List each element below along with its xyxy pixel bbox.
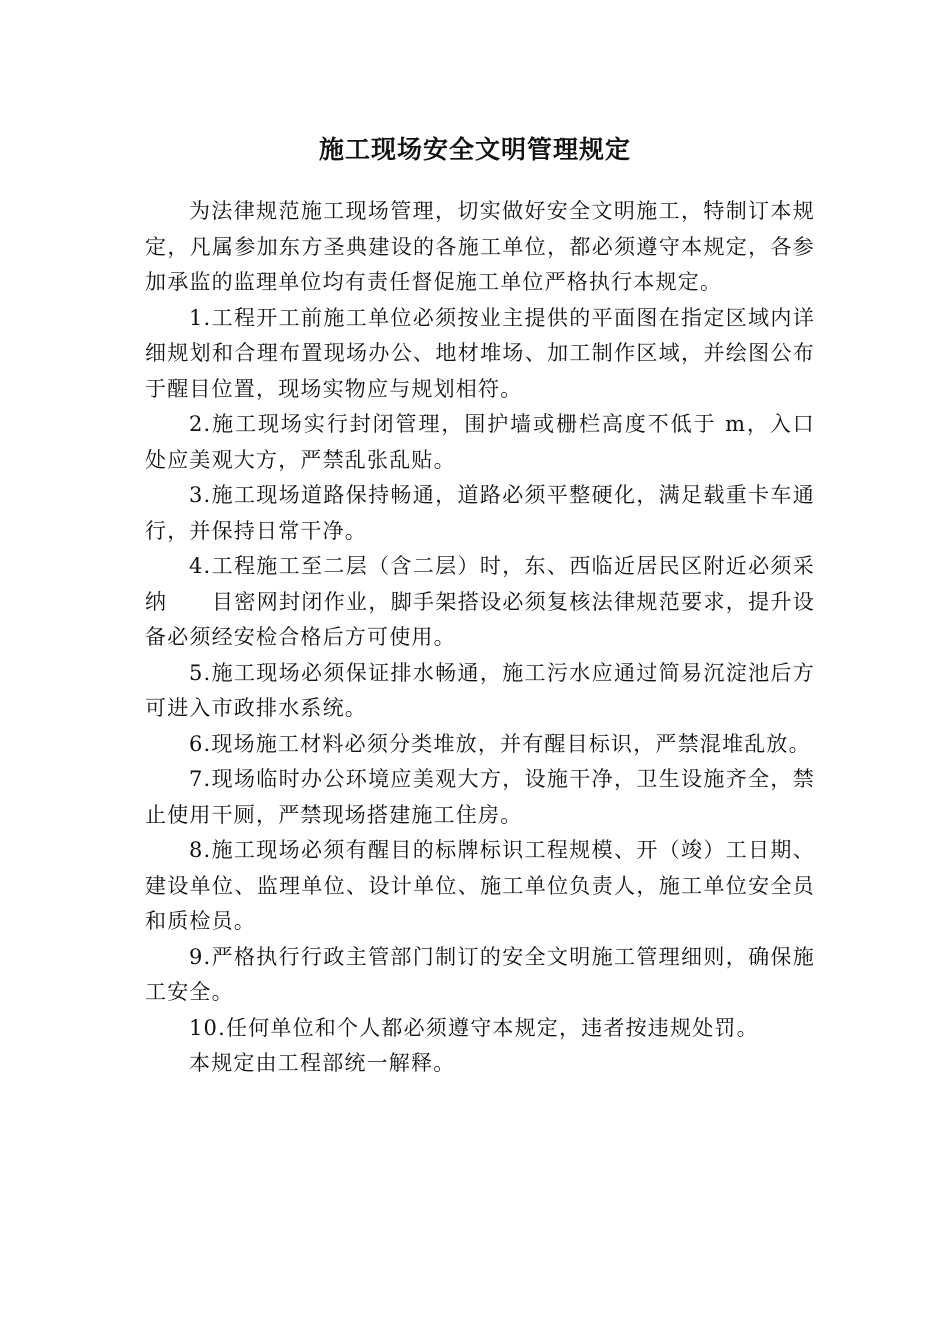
paragraph-item-1: 1.工程开工前施工单位必须按业主提供的平面图在指定区域内详细规划和合理布置现场办公、地材堆场、加工制作区域，并绘图公布于醒目位置，现场实物应与规划相符。: [145, 305, 815, 401]
document-title: 施工现场安全文明管理规定: [318, 135, 631, 164]
paragraph-item-10: 10.任何单位和个人都必须遵守本规定，违者按违规处罚。: [189, 1015, 759, 1040]
paragraph-item-2: 2.施工现场实行封闭管理，围护墙或栅栏高度不低于 m，入口处应美观大方，严禁乱张乱贴。: [145, 412, 815, 472]
paragraph-item-6: 6.现场施工材料必须分类堆放，并有醒目标识，严禁混堆乱放。: [189, 731, 811, 756]
paragraph-closing: 本规定由工程部统一解释。: [189, 1051, 456, 1075]
paragraph-intro: 为法律规范施工现场管理，切实做好安全文明施工，特制订本规定，凡属参加东方圣典建设的各施工单位，都必须遵守本规定，各参加承监的监理单位均有责任督促施工单位严格执行本规定。: [145, 199, 815, 294]
paragraph-item-7: 7.现场临时办公环境应美观大方，设施干净，卫生设施齐全，禁止使用干厕，严禁现场搭建施工住房。: [145, 767, 815, 827]
paragraph-item-9: 9.严格执行行政主管部门制订的安全文明施工管理细则，确保施工安全。: [145, 944, 815, 1004]
paragraph-item-5: 5.施工现场必须保证排水畅通，施工污水应通过简易沉淀池后方可进入市政排水系统。: [145, 660, 815, 720]
paragraph-item-8: 8.施工现场必须有醒目的标牌标识工程规模、开（竣）工日期、建设单位、监理单位、设计单位、施工单位负责人，施工单位安全员和质检员。: [145, 838, 815, 933]
document-body: [145, 194, 815, 1082]
paragraph-item-3: 3.施工现场道路保持畅通，道路必须平整硬化，满足载重卡车通行，并保持日常干净。: [145, 483, 815, 543]
paragraph-item-4: 4.工程施工至二层（含二层）时，东、西临近居民区附近必须采纳 目密网封闭作业，脚手架搭设必须复核法律规范要求，提升设备必须经安检合格后方可使用。: [145, 554, 815, 649]
